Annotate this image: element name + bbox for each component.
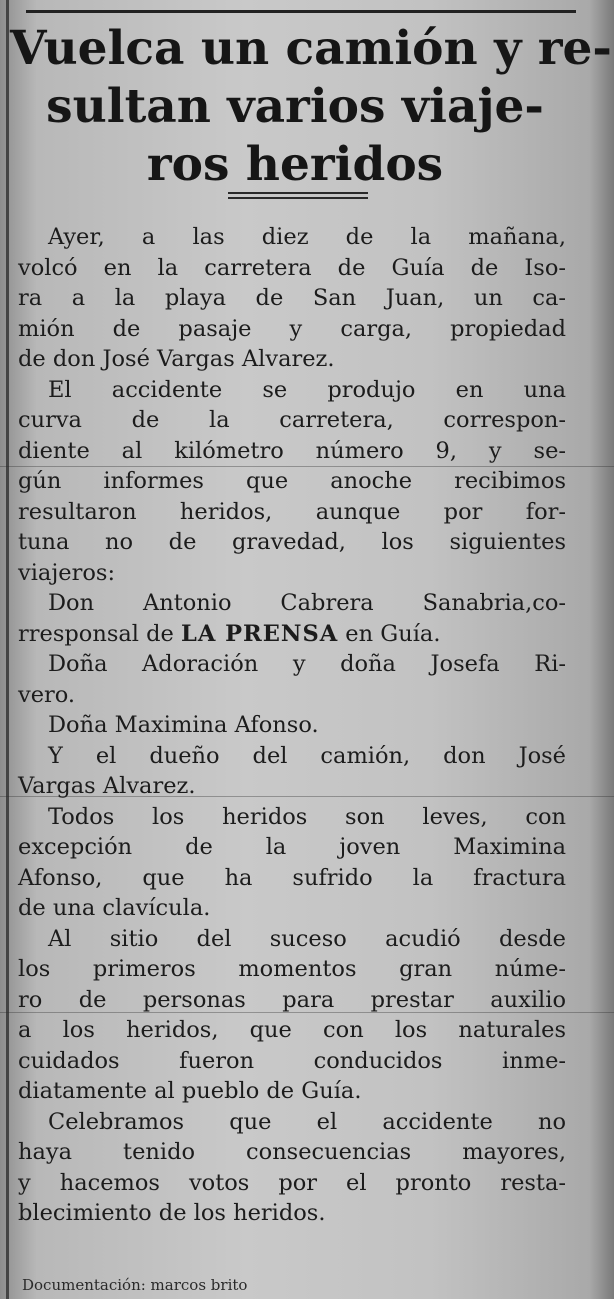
article-line: Don Antonio Cabrera Sanabria,co- [48, 590, 566, 616]
article-line: mión de pasaje y carga, propiedad [18, 315, 566, 342]
article-line: de una clavícula. [18, 895, 211, 921]
article-line: Doña Maximina Afonso. [48, 712, 319, 738]
headline-line: ros heridos [146, 137, 444, 192]
article-line: Celebramos que el accidente no [48, 1108, 566, 1135]
article-line: Al sitio del suceso acudió desde [48, 925, 566, 952]
column-rule-top [26, 10, 576, 13]
article-line: Todos los heridos son leves, con [48, 803, 566, 830]
paper-fold [0, 466, 614, 467]
article-line: gún informes que anoche recibimos [18, 468, 566, 494]
headline-divider [228, 197, 368, 199]
article-line: Afonso, que ha sufrido la fractura [18, 864, 566, 891]
article-line: Ayer, a las diez de la mañana, [48, 224, 566, 250]
article-line-text: rresponsal de [18, 620, 181, 647]
article-line [18, 619, 566, 650]
article-line: vero. [18, 681, 76, 708]
headline-line: sultan varios viaje- [46, 79, 544, 134]
article-line: Vargas Alvarez. [18, 773, 196, 799]
article-line: diatamente al pueblo de Guía. [18, 1078, 362, 1104]
article-body [18, 222, 566, 1229]
article-line: diente al kilómetro número 9, y se- [18, 437, 566, 464]
photo-credit: Documentación: marcos brito [22, 1276, 248, 1294]
article-line: ra a la playa de San Juan, un ca- [18, 285, 566, 311]
article-line: blecimiento de los heridos. [18, 1200, 326, 1226]
article-line: y hacemos votos por el pronto resta- [18, 1169, 566, 1196]
article-line: El accidente se produjo en una [48, 376, 566, 403]
article-line: excepción de la joven Maximina [18, 834, 566, 860]
article-line: a los heridos, que con los naturales [18, 1017, 566, 1043]
headline-divider [228, 192, 368, 194]
article-line: de don José Vargas Alvarez. [18, 346, 335, 372]
article-line: Doña Adoración y doña Josefa Ri- [48, 651, 566, 677]
article-line: curva de la carretera, correspon- [18, 407, 566, 433]
column-rule-left [6, 0, 9, 1299]
article-line: Y el dueño del camión, don José [48, 742, 566, 769]
paper-fold [0, 796, 614, 797]
article-line: resultaron heridos, aunque por for- [18, 498, 566, 525]
article-line: volcó en la carretera de Guía de Iso- [18, 254, 566, 281]
article-line: los primeros momentos gran núme- [18, 956, 566, 982]
article-line: viajeros: [18, 559, 116, 586]
headline-line: Vuelca un camión y re- [10, 21, 612, 76]
article-line: cuidados fueron conducidos inme- [18, 1047, 566, 1074]
headline [10, 20, 612, 194]
article-line: tuna no de gravedad, los siguientes [18, 529, 566, 555]
article-line: haya tenido consecuencias mayores, [18, 1139, 566, 1165]
newspaper-name: LA PRENSA [181, 620, 339, 647]
article-line-text: en Guía. [338, 620, 441, 647]
article-line: ro de personas para prestar auxilio [18, 986, 566, 1013]
paper-fold [0, 1012, 614, 1013]
